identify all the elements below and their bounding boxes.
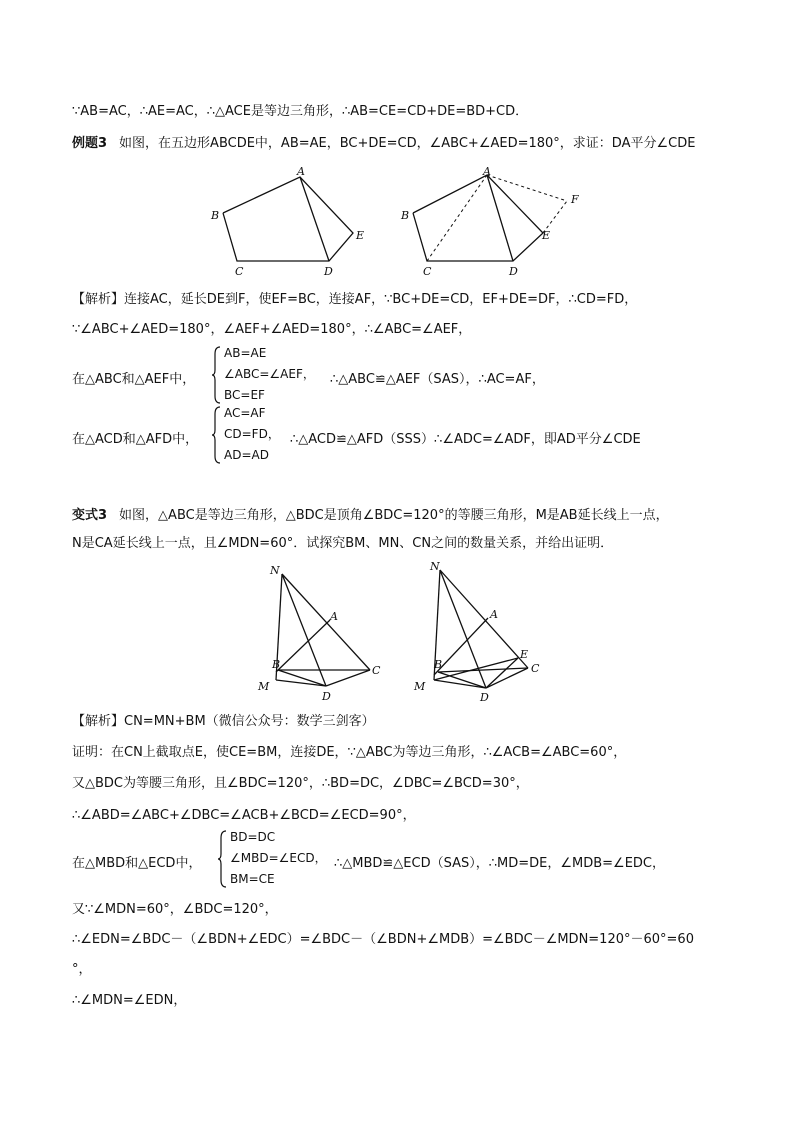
brace-1: [212, 346, 222, 404]
label-f-2: F: [571, 193, 579, 206]
system-3-cases: [230, 830, 327, 887]
label-b-2: B: [401, 209, 410, 222]
label-e-2: E: [542, 229, 551, 242]
system-1-cases: [224, 346, 315, 403]
label-a: A: [297, 165, 305, 178]
label-m: M: [258, 680, 270, 693]
solution-b-line-9: ∴∠MDN=∠EDN，: [72, 993, 187, 1008]
case-line: BM=CE: [230, 872, 275, 886]
label-b: B: [211, 209, 220, 222]
label-d-2: D: [509, 265, 518, 278]
system-2-lead: 在△ACD和△AFD中，: [72, 432, 199, 447]
segment-md-2: [434, 680, 486, 688]
case-line: BD=DC: [230, 830, 276, 844]
label-e: E: [356, 229, 365, 242]
label-c-2: C: [423, 265, 432, 278]
system-2-cases: [224, 406, 280, 463]
solution-b-line-7: ∴∠EDN=∠BDC－（∠BDN+∠EDC）=∠BDC－（∠BDN+∠MDB）=∠BDC－∠MDN=120°－60°=60: [72, 932, 694, 947]
system-3-conclusion: ∴△MBD≌△ECD（SAS），∴MD=DE，∠MDB=∠EDC，: [334, 856, 666, 871]
solution-b-line-2: 证明：在CN上截取点E，使CE=BM，连接DE，∵△ABC为等边三角形，∴∠ACB=∠ABC=60°，: [72, 745, 627, 760]
label-c-4: C: [531, 662, 540, 675]
segment-dc-2: [486, 668, 528, 688]
case-line: ∠ABC=∠AEF，: [224, 367, 315, 381]
example-3-text: 如图，在五边形ABCDE中，AB=AE，BC+DE=CD，∠ABC+∠AED=180°，求证：DA平分∠CDE: [119, 136, 696, 151]
solution-a-line-1: 【解析】连接AC，延长DE到F，使EF=BC，连接AF，∵BC+DE=CD，EF+DE=DF，∴CD=FD，: [72, 292, 638, 307]
pentagon-construction-figure: [395, 165, 595, 280]
example-3-label: 例题3: [72, 136, 108, 151]
variant-3-text-1: 如图，△ABC是等边三角形，△BDC是顶角∠BDC=120°的等腰三角形，M是AB延长线上一点，: [119, 508, 669, 523]
segment-ad: [300, 177, 329, 261]
solution-a-line-2: ∵∠ABC+∠AED=180°，∠AEF+∠AED=180°，∴∠ABC=∠AEF，: [72, 322, 472, 337]
text-line-1: ∵AB=AC，∴AE=AC，∴△ACE是等边三角形，∴AB=CE=CD+DE=BD+CD．: [72, 104, 529, 119]
solution-b-line-4: ∴∠ABD=∠ABC+∠DBC=∠ACB+∠BCD=∠ECD=90°，: [72, 808, 416, 823]
segment-bc-2: [438, 668, 528, 672]
case-line: AD=AD: [224, 448, 269, 462]
segment-nc: [282, 574, 370, 670]
label-d-3: D: [322, 690, 331, 703]
pentagon-outline: [223, 177, 353, 261]
label-e-4: E: [520, 648, 529, 661]
label-d: D: [324, 265, 333, 278]
segment-dc: [326, 670, 370, 686]
triangle-figure-2: [410, 560, 550, 710]
dashed-ac: [427, 175, 487, 261]
segment-ba-2: [434, 618, 488, 675]
label-n: N: [270, 564, 280, 577]
triangle-figure-1: [250, 560, 390, 710]
label-n-2: N: [430, 560, 440, 573]
solution-b-line-1: 【解析】CN=MN+BM（微信公众号：数学三剑客）: [72, 714, 375, 729]
case-line: BC=EF: [224, 388, 265, 402]
label-a-3: A: [330, 610, 338, 623]
pentagon-outline-2: [413, 175, 543, 261]
label-m-2: M: [414, 680, 426, 693]
variant-3-label: 变式3: [72, 508, 108, 523]
system-2-conclusion: ∴△ACD≌△AFD（SSS）∴∠ADC=∠ADF，即AD平分∠CDE: [290, 432, 641, 447]
system-3-lead: 在△MBD和△ECD中，: [72, 856, 202, 871]
label-a-2: A: [483, 165, 491, 178]
solution-b-line-6: 又∵∠MDN=60°，∠BDC=120°，: [72, 902, 278, 917]
case-line: AB=AE: [224, 346, 267, 360]
label-b-4: B: [434, 658, 443, 671]
segment-bd-2: [438, 672, 486, 688]
solution-b-line-3: 又△BDC为等腰三角形，且∠BDC=120°，∴BD=DC，∠DBC=∠BCD=30°，: [72, 776, 529, 791]
brace-3: [218, 830, 228, 888]
variant-3-line-2: N是CA延长线上一点，且∠MDN=60°．试探究BM、MN、CN之间的数量关系，并给出证明．: [72, 536, 614, 551]
solution-b-line-8: °，: [72, 962, 92, 977]
label-b-3: B: [272, 658, 281, 671]
variant-3-line-1: [72, 508, 669, 524]
label-d-4: D: [480, 691, 489, 704]
case-line: AC=AF: [224, 406, 266, 420]
label-c-3: C: [372, 664, 381, 677]
label-a-4: A: [490, 608, 498, 621]
system-1-lead: 在△ABC和△AEF中，: [72, 372, 196, 387]
segment-nc-2: [440, 570, 528, 668]
brace-2: [212, 406, 222, 464]
system-1-conclusion: ∴△ABC≌△AEF（SAS），∴AC=AF，: [330, 372, 545, 387]
case-line: ∠MBD=∠ECD，: [230, 851, 327, 865]
label-c: C: [235, 265, 244, 278]
example-3-statement: [72, 136, 695, 152]
case-line: CD=FD，: [224, 427, 280, 441]
pentagon-figure: [205, 165, 375, 280]
